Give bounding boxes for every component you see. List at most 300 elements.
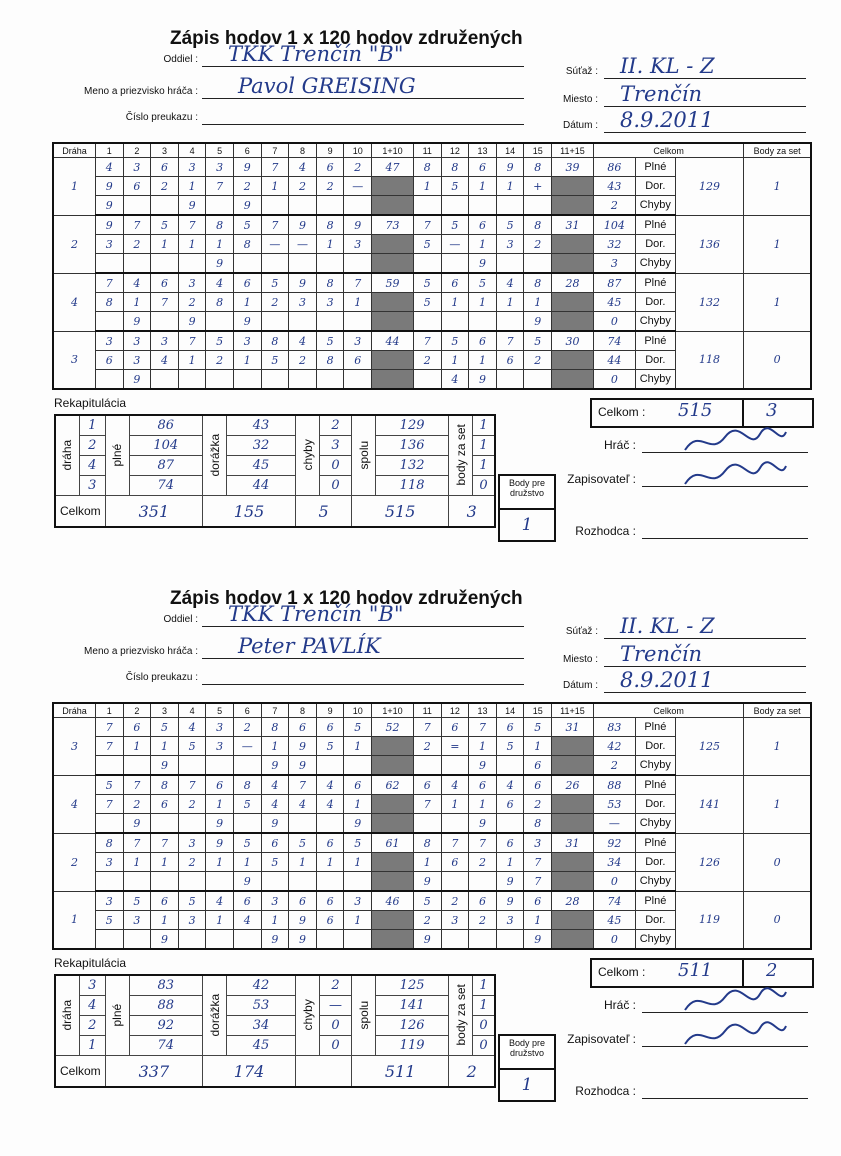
recap-row [55,415,495,436]
celkom-dor-label: Dor. [635,795,675,814]
throw-cell: 1 [123,853,151,872]
throw-cell: 2 [289,177,317,196]
throw-cell [344,196,372,216]
celkom-chyby-label: Chyby [635,312,675,332]
col-draha: Dráha [53,143,95,158]
throw-cell: 7 [95,737,123,756]
throw-cell [413,756,441,776]
throw-cell: 5 [233,215,261,235]
throw-cell: 1 [261,911,289,930]
throw-cell: 1 [344,795,372,814]
col-header: 1 [95,703,123,718]
throw-cell: 6 [344,351,372,370]
oddiel-value: TKK Trenčín "B" [228,42,404,66]
recap-plne: 74 [129,1036,203,1056]
throw-cell: 7 [261,158,289,177]
celkom-chyby-label: Chyby [635,930,675,950]
grand-total-body: 2 [766,960,778,981]
throw-cell [151,872,179,892]
throw-cell: 8 [95,833,123,853]
throw-cell: 3 [123,158,151,177]
celkom-plne-label: Plné [635,215,675,235]
throw-cell: 6 [441,853,469,872]
recap-chyby: 0 [319,1036,351,1056]
throw-cell: 2 [469,911,497,930]
throw-cell: 5 [524,331,552,351]
throw-cell: 9 [233,312,261,332]
throw-cell: 9 [289,215,317,235]
lane-row [53,273,811,293]
throw-cell [344,930,372,950]
throw-cell: 5 [441,331,469,351]
lane-total: 129 [675,158,744,216]
throw-cell [524,196,552,216]
sum-shade [552,254,594,274]
col-header: 1+10 [372,143,414,158]
sheet-title: Zápis hodov 1 x 120 hodov združených [170,28,523,49]
datum-value: 8.9.2011 [620,668,714,692]
rekapitulacia-label: Rekapitulácia [54,396,127,410]
miesto-label: Miesto : [562,94,598,105]
throw-cell: 4 [289,158,317,177]
rozhodca-label: Rozhodca : [575,524,636,538]
celkom-dor-value: 32 [593,235,635,254]
datum-label-line [604,692,806,693]
throw-cell [469,312,497,332]
throw-cell [289,196,317,216]
sum-cell: 46 [372,891,414,911]
recap-row [55,975,495,996]
celkom-dor-value: 43 [593,177,635,196]
recap-chyby: 0 [319,456,351,476]
throw-cell: — [344,177,372,196]
sum-shade [372,930,414,950]
lane-body: 0 [744,891,811,949]
throw-cell: 5 [261,273,289,293]
sum-shade [372,737,414,756]
recap-body: 1 [473,975,495,996]
grand-total-body: 3 [766,400,778,421]
sum-shade [372,177,414,196]
recap-celkom-dor: 174 [203,1056,296,1088]
celkom-chyby-label: Chyby [635,814,675,834]
meno-value: Pavol GREISING [238,74,416,98]
score-table [52,702,812,950]
col-header: 12 [441,143,469,158]
throw-cell: 9 [261,930,289,950]
throw-cell: 5 [344,833,372,853]
throw-cell: 8 [524,158,552,177]
throw-cell: 8 [206,215,234,235]
zapisovatel-label: Zapisovateľ : [567,472,636,486]
lane-total: 136 [675,215,744,273]
throw-cell: 3 [123,351,151,370]
throw-cell: 4 [289,795,317,814]
sum-shade [372,312,414,332]
throw-cell: 1 [344,853,372,872]
throw-cell: 1 [413,177,441,196]
lane-number: 3 [53,718,95,776]
throw-cell: 9 [496,891,524,911]
body-pre-druzstvo-label: Body pre družstvo [498,474,556,510]
throw-cell: 1 [524,737,552,756]
throw-cell [344,756,372,776]
lane-total: 119 [675,891,744,949]
throw-cell: 8 [206,293,234,312]
sum-shade [552,196,594,216]
recap-lane: 1 [79,1036,105,1056]
throw-cell [233,756,261,776]
throw-cell: 9 [344,215,372,235]
preukaz-label-line [202,124,524,125]
lane-body: 1 [744,215,811,273]
col-header: 12 [441,703,469,718]
throw-cell [95,312,123,332]
recap-spolu: 136 [375,436,449,456]
throw-cell: 6 [316,718,344,737]
throw-cell: 3 [441,911,469,930]
throw-cell [316,872,344,892]
throw-cell: 7 [178,215,206,235]
recap-celkom-label: Celkom [55,1056,105,1088]
throw-cell: 9 [123,370,151,390]
throw-cell: 6 [151,795,179,814]
sum-shade [372,370,414,390]
sum-shade [372,795,414,814]
sum-shade [372,351,414,370]
throw-cell: 7 [151,833,179,853]
throw-cell: 7 [496,331,524,351]
lane-row [53,718,811,737]
throw-cell: 1 [344,911,372,930]
col-header: 5 [206,143,234,158]
throw-cell: 6 [95,351,123,370]
col-header: 5 [206,703,234,718]
miesto-label-line [604,106,806,107]
throw-cell: 4 [123,273,151,293]
throw-cell: 7 [95,718,123,737]
col-header: 9 [316,143,344,158]
throw-cell [316,196,344,216]
recap-chyby: — [319,996,351,1016]
recap-plne: 88 [129,996,203,1016]
score-table-header [53,703,811,718]
recap-lane: 3 [79,476,105,496]
throw-cell [413,254,441,274]
throw-cell: 1 [178,235,206,254]
throw-cell [95,370,123,390]
sum-cell: 26 [552,775,594,795]
throw-cell: 8 [316,351,344,370]
recap-lane: 4 [79,456,105,476]
throw-cell: 9 [151,930,179,950]
throw-cell: 4 [289,331,317,351]
col-header: 1 [95,143,123,158]
throw-cell: 4 [496,775,524,795]
throw-cell: 9 [261,756,289,776]
throw-cell: 1 [441,351,469,370]
throw-cell [178,930,206,950]
celkom-plne-value: 88 [593,775,635,795]
sum-shade [552,177,594,196]
throw-cell: 1 [261,737,289,756]
celkom-plne-value: 86 [593,158,635,177]
throw-cell: 2 [413,351,441,370]
sheet-title: Zápis hodov 1 x 120 hodov združených [170,588,523,609]
throw-cell [344,312,372,332]
col-header: 11+15 [552,143,594,158]
throw-cell [151,370,179,390]
col-header: 15 [524,143,552,158]
throw-cell: 9 [233,158,261,177]
celkom-dor-label: Dor. [635,235,675,254]
oddiel-label-line [202,66,524,67]
recap-total-row [55,1056,495,1088]
lane-total: 126 [675,833,744,891]
celkom-dor-value: 45 [593,911,635,930]
col-header: 15 [524,703,552,718]
throw-cell: 1 [151,737,179,756]
recap-body-label: body za set [449,415,473,496]
throw-cell [413,312,441,332]
throw-cell: 3 [151,331,179,351]
recap-spolu-label: spolu [352,975,376,1056]
celkom-plne-value: 74 [593,331,635,351]
throw-cell: 2 [413,911,441,930]
throw-cell: 5 [441,215,469,235]
sum-cell: 31 [552,215,594,235]
recap-celkom-label: Celkom [55,496,105,528]
throw-cell: 5 [413,891,441,911]
sum-cell: 73 [372,215,414,235]
throw-cell: 3 [496,911,524,930]
oddiel-value: TKK Trenčín "B" [228,602,404,626]
throw-cell: 6 [261,833,289,853]
celkom-chyby-value: 0 [593,370,635,390]
throw-cell: 3 [95,331,123,351]
throw-cell: 6 [469,158,497,177]
throw-cell [441,312,469,332]
col-header: 4 [178,143,206,158]
throw-cell: 9 [95,215,123,235]
throw-cell: 5 [441,177,469,196]
throw-cell: 8 [524,273,552,293]
throw-cell: 6 [316,891,344,911]
recap-body: 0 [473,476,495,496]
throw-cell [123,254,151,274]
throw-cell: 8 [524,215,552,235]
sum-shade [552,312,594,332]
col-header: 9 [316,703,344,718]
sum-shade [372,293,414,312]
sum-shade [552,351,594,370]
sum-cell: 47 [372,158,414,177]
sum-cell: 39 [552,158,594,177]
recap-lane: 2 [79,1016,105,1036]
throw-cell: 7 [344,273,372,293]
celkom-dor-label: Dor. [635,293,675,312]
grand-total-label: Celkom : [598,405,646,419]
throw-cell: 1 [469,737,497,756]
sum-shade [552,737,594,756]
score-table [52,142,812,390]
throw-cell [469,872,497,892]
throw-cell: 4 [261,775,289,795]
lane-row [53,775,811,795]
meno-label-line [202,658,524,659]
throw-cell [233,814,261,834]
throw-cell: 5 [233,795,261,814]
recap-draha-label: dráha [55,415,79,496]
celkom-chyby-value: 0 [593,930,635,950]
meno-label: Meno a priezvisko hráča : [84,86,198,97]
sutaz-label: Súťaž : [565,66,598,77]
throw-cell: 9 [206,833,234,853]
recap-lane: 1 [79,415,105,436]
throw-cell: 9 [344,814,372,834]
col-header: 10 [344,703,372,718]
throw-cell: 9 [496,872,524,892]
throw-cell: 8 [316,273,344,293]
throw-cell [289,370,317,390]
oddiel-label: Oddiel : [163,614,198,625]
throw-cell: 7 [413,331,441,351]
throw-cell: 6 [289,718,317,737]
throw-cell: 9 [233,196,261,216]
throw-cell [206,930,234,950]
throw-cell [289,872,317,892]
throw-cell: 2 [441,891,469,911]
recap-body: 0 [473,1036,495,1056]
throw-cell: 3 [95,891,123,911]
celkom-plne-label: Plné [635,158,675,177]
throw-cell [413,196,441,216]
col-body: Body za set [744,143,811,158]
celkom-chyby-value: 3 [593,254,635,274]
sum-cell: 28 [552,273,594,293]
throw-cell: 2 [524,351,552,370]
col-celkom: Celkom [593,143,743,158]
preukaz-label: Číslo preukazu : [125,112,198,123]
recap-spolu: 118 [375,476,449,496]
throw-cell: 1 [316,235,344,254]
recap-celkom-chyby [296,1056,352,1088]
grand-total-value: 511 [678,960,713,981]
lane-number: 4 [53,775,95,833]
throw-cell [441,930,469,950]
throw-cell: 9 [524,312,552,332]
score-sheet-2 [0,578,841,1138]
throw-cell: 2 [289,351,317,370]
throw-cell: 1 [151,235,179,254]
celkom-plne-label: Plné [635,718,675,737]
lane-number: 2 [53,215,95,273]
sum-shade [372,756,414,776]
throw-cell: 5 [413,235,441,254]
throw-cell: 9 [413,930,441,950]
throw-cell: 1 [469,351,497,370]
throw-cell: 2 [233,718,261,737]
col-header: 1+10 [372,703,414,718]
recap-celkom-dor: 155 [203,496,296,528]
zapisovatel-signature [680,456,790,503]
throw-cell: 5 [524,718,552,737]
throw-cell: 7 [524,853,552,872]
recap-dor: 53 [226,996,295,1016]
body-pre-druzstvo-label: Body pre družstvo [498,1034,556,1070]
lane-number: 3 [53,331,95,389]
throw-cell [496,756,524,776]
col-header: 6 [233,703,261,718]
throw-cell: 8 [261,718,289,737]
throw-cell: 5 [261,853,289,872]
recap-dorazka-label: dorážka [203,415,227,496]
throw-cell [206,196,234,216]
sum-shade [552,235,594,254]
recap-table [54,974,496,1088]
throw-cell: 6 [496,833,524,853]
throw-cell: 9 [524,930,552,950]
throw-cell [496,196,524,216]
sum-shade [372,911,414,930]
throw-cell: 6 [524,756,552,776]
throw-cell: 7 [469,718,497,737]
recap-dor: 34 [226,1016,295,1036]
throw-cell: 7 [95,273,123,293]
throw-cell [344,370,372,390]
throw-cell: 1 [469,177,497,196]
throw-cell: 1 [413,853,441,872]
body-pre-druzstvo-value: 1 [498,508,556,542]
throw-cell [316,370,344,390]
rozhodca-label-line [642,538,808,539]
throw-cell [95,930,123,950]
throw-cell [496,312,524,332]
throw-cell: 1 [441,795,469,814]
throw-cell: 2 [233,177,261,196]
throw-cell: — [233,737,261,756]
col-header: 2 [123,703,151,718]
celkom-chyby-value: 2 [593,756,635,776]
throw-cell: 6 [413,775,441,795]
throw-cell: 9 [123,814,151,834]
rekapitulacia-label: Rekapitulácia [54,956,127,970]
throw-cell [316,930,344,950]
throw-cell [123,756,151,776]
throw-cell [441,254,469,274]
throw-cell: 3 [178,833,206,853]
lane-row [53,833,811,853]
celkom-dor-label: Dor. [635,853,675,872]
throw-cell [206,370,234,390]
throw-cell: 2 [178,795,206,814]
throw-cell: 5 [178,891,206,911]
throw-cell: 9 [469,756,497,776]
throw-cell: 8 [413,158,441,177]
recap-dor: 32 [226,436,295,456]
throw-cell: 2 [178,293,206,312]
recap-celkom-spolu: 511 [352,1056,449,1088]
throw-cell: 6 [123,718,151,737]
celkom-dor-value: 44 [593,351,635,370]
throw-cell: 6 [206,775,234,795]
rozhodca-label: Rozhodca : [575,1084,636,1098]
throw-cell [206,312,234,332]
throw-cell: 1 [496,177,524,196]
throw-cell [496,930,524,950]
score-table-header [53,143,811,158]
celkom-chyby-label: Chyby [635,872,675,892]
